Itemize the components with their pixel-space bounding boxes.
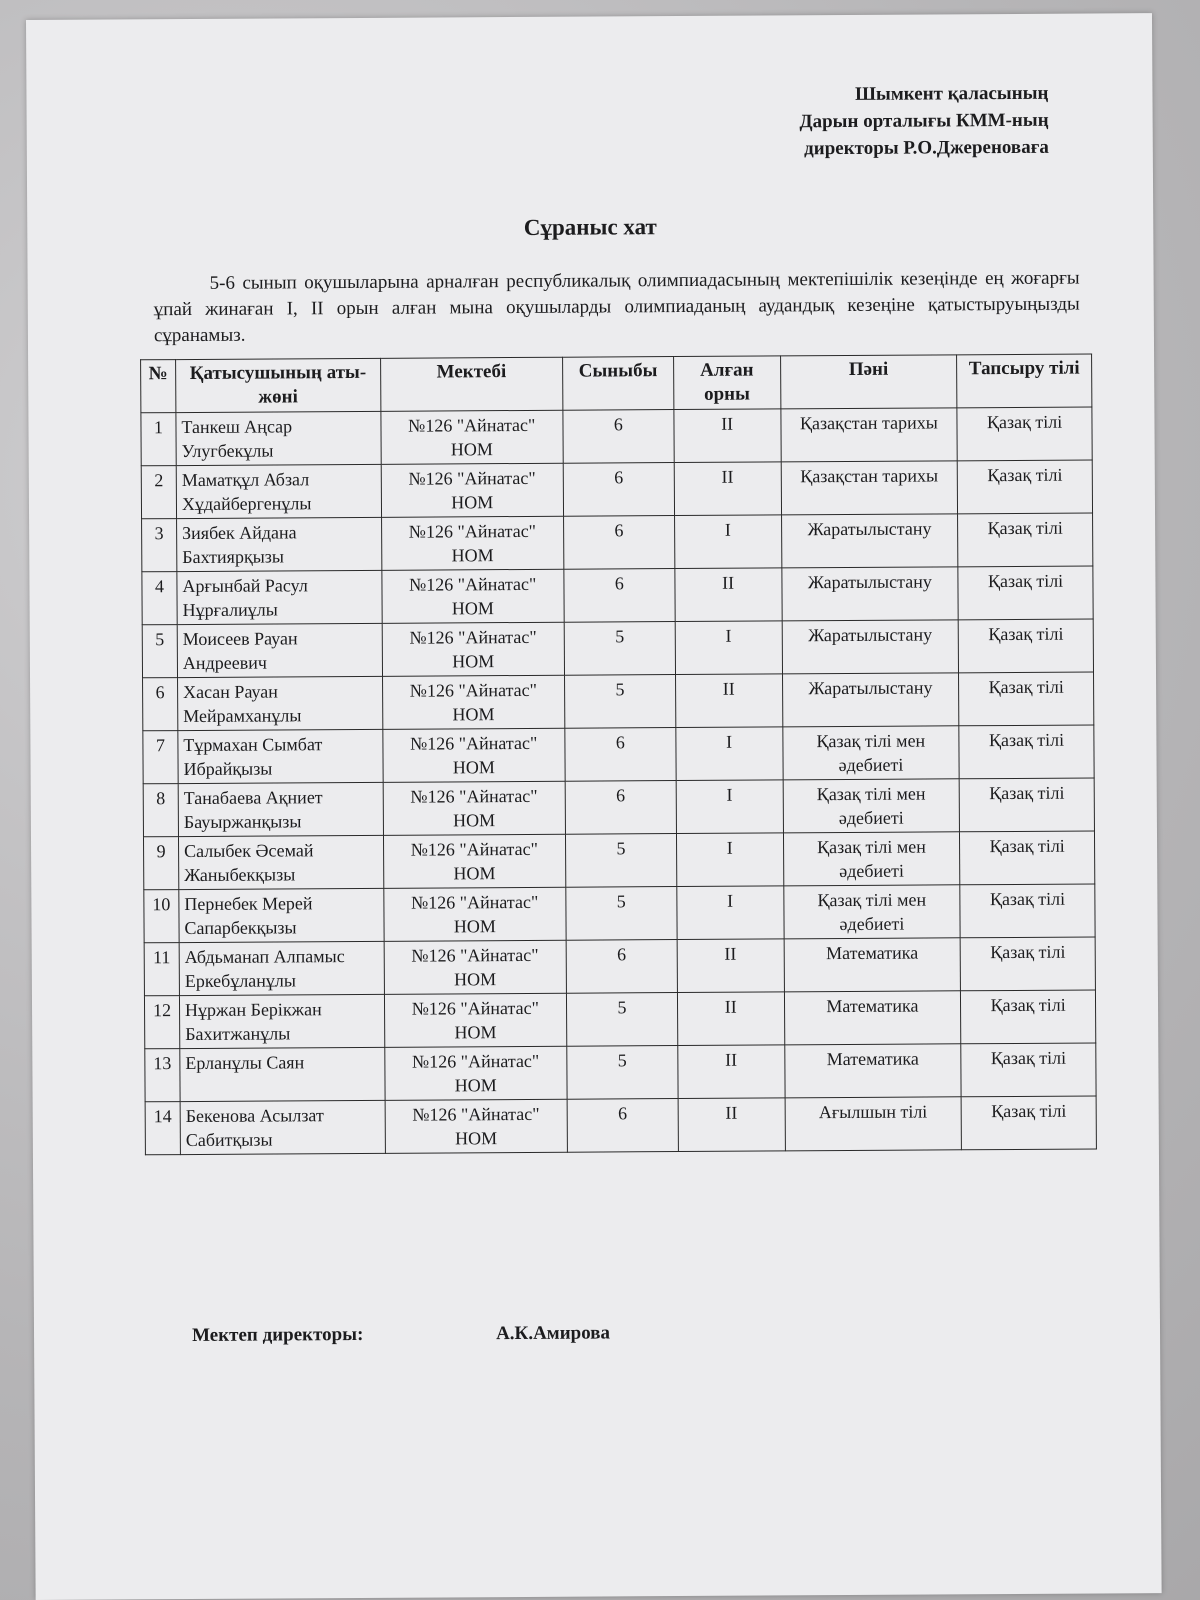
cell-language: Қазақ тілі bbox=[958, 513, 1093, 567]
cell-grade: 5 bbox=[565, 834, 676, 888]
cell-language: Қазақ тілі bbox=[960, 937, 1095, 991]
cell-grade: 6 bbox=[566, 940, 677, 994]
cell-language: Қазақ тілі bbox=[960, 831, 1095, 885]
table-row bbox=[142, 619, 1093, 678]
addressee-line: директоры Р.О.Джереноваға bbox=[804, 136, 1049, 160]
cell-name: Маматқұл Абзал Хұдайбергенұлы bbox=[176, 464, 381, 518]
cell-grade: 5 bbox=[566, 887, 677, 941]
cell-language: Қазақ тілі bbox=[958, 566, 1093, 620]
cell-school: №126 "Айнатас" НОМ bbox=[382, 728, 565, 782]
cell-school: №126 "Айнатас" НОМ bbox=[382, 622, 565, 676]
cell-num: 9 bbox=[143, 837, 178, 890]
addressee-line: Шымкент қаласының bbox=[855, 82, 1049, 105]
cell-name: Моисеев Рауан Андреевич bbox=[177, 623, 382, 677]
header-school: Мектебі bbox=[380, 357, 563, 411]
cell-language: Қазақ тілі bbox=[959, 725, 1094, 779]
cell-place: ІІ bbox=[678, 1045, 785, 1099]
cell-subject: Ағылшын тілі bbox=[785, 1097, 962, 1151]
table-row bbox=[143, 725, 1094, 784]
cell-place: ІІ bbox=[674, 462, 781, 516]
cell-language: Қазақ тілі bbox=[960, 884, 1095, 938]
addressee-line: Дарын орталығы КММ-ның bbox=[799, 109, 1049, 133]
cell-subject: Жаратылыстану bbox=[782, 673, 959, 727]
cell-language: Қазақ тілі bbox=[958, 619, 1093, 673]
cell-language: Қазақ тілі bbox=[959, 778, 1094, 832]
cell-name: Танкеш Аңсар Улугбекұлы bbox=[176, 411, 381, 465]
table-row bbox=[144, 937, 1095, 996]
cell-num: 6 bbox=[143, 678, 178, 731]
cell-place: ІІ bbox=[675, 568, 782, 622]
cell-place: І bbox=[677, 886, 784, 940]
cell-place: ІІ bbox=[674, 409, 781, 463]
cell-place: ІІ bbox=[678, 1098, 785, 1152]
table-row bbox=[145, 1043, 1096, 1102]
cell-language: Қазақ тілі bbox=[957, 407, 1092, 461]
cell-grade: 6 bbox=[565, 728, 676, 782]
cell-name: Абдьманап Алпамыс Еркебұланұлы bbox=[179, 941, 384, 995]
table-row bbox=[142, 566, 1093, 625]
document-title: Сұраныс хат bbox=[523, 214, 657, 240]
cell-num: 8 bbox=[143, 784, 178, 837]
table-row bbox=[141, 407, 1092, 466]
addressee-block bbox=[628, 80, 1048, 164]
cell-name: Нұржан Берікжан Бахитжанұлы bbox=[179, 994, 384, 1048]
cell-grade: 6 bbox=[567, 1099, 678, 1153]
cell-grade: 5 bbox=[566, 993, 677, 1047]
cell-language: Қазақ тілі bbox=[961, 1043, 1096, 1097]
cell-school: №126 "Айнатас" НОМ bbox=[383, 834, 566, 888]
signature-name: А.К.Амирова bbox=[495, 1322, 611, 1345]
cell-subject: Жаратылыстану bbox=[781, 514, 958, 568]
cell-school: №126 "Айнатас" НОМ bbox=[382, 675, 565, 729]
participants-table bbox=[140, 353, 1097, 1155]
cell-school: №126 "Айнатас" НОМ bbox=[383, 887, 566, 941]
cell-language: Қазақ тілі bbox=[961, 990, 1096, 1044]
cell-school: №126 "Айнатас" НОМ bbox=[383, 781, 566, 835]
cell-place: І bbox=[676, 780, 783, 834]
cell-grade: 6 bbox=[563, 516, 674, 570]
cell-grade: 6 bbox=[565, 781, 676, 835]
table-row bbox=[144, 990, 1095, 1049]
cell-place: ІІ bbox=[677, 939, 784, 993]
table-row bbox=[143, 672, 1094, 731]
cell-name: Арғынбай Расул Нұрғалиұлы bbox=[177, 570, 382, 624]
cell-num: 7 bbox=[143, 731, 178, 784]
cell-name: Зиябек Айдана Бахтиярқызы bbox=[177, 517, 382, 571]
cell-num: 4 bbox=[142, 572, 177, 625]
signature-block bbox=[192, 1321, 792, 1347]
cell-place: І bbox=[676, 727, 783, 781]
header-subject: Пәні bbox=[780, 355, 957, 409]
cell-place: І bbox=[675, 621, 782, 675]
cell-subject: Қазақ тілі мен әдебиеті bbox=[783, 779, 960, 833]
cell-name: Тұрмахан Сымбат Ибрайқызы bbox=[178, 729, 383, 783]
header-language: Тапсыру тілі bbox=[957, 354, 1092, 408]
cell-place: І bbox=[674, 515, 781, 569]
cell-school: №126 "Айнатас" НОМ bbox=[380, 410, 563, 464]
cell-language: Қазақ тілі bbox=[961, 1096, 1096, 1150]
table-row bbox=[141, 460, 1092, 519]
cell-subject: Қазақ тілі мен әдебиеті bbox=[783, 832, 960, 886]
intro-paragraph: 5-6 сынып оқушыларына арналған республикалық олимпиадасының мектепішілік кезеңінде ең жоғарғы ұпай жинаған І, ІІ орын алған мына оқушыларды олимпиаданың аудандық кезеңіне қатыстыруыңызды сұранамыз. bbox=[153, 267, 1080, 347]
table-header-row bbox=[141, 354, 1092, 413]
cell-num: 13 bbox=[145, 1049, 180, 1102]
cell-school: №126 "Айнатас" НОМ bbox=[384, 1046, 567, 1100]
cell-grade: 5 bbox=[567, 1046, 678, 1100]
cell-subject: Қазақ тілі мен әдебиеті bbox=[783, 885, 960, 939]
header-grade: Сыныбы bbox=[563, 357, 674, 411]
cell-school: №126 "Айнатас" НОМ bbox=[381, 569, 564, 623]
cell-num: 12 bbox=[144, 996, 179, 1049]
table-row bbox=[143, 778, 1094, 837]
header-num: № bbox=[141, 360, 176, 413]
cell-num: 3 bbox=[142, 519, 177, 572]
table-body bbox=[141, 407, 1097, 1155]
cell-school: №126 "Айнатас" НОМ bbox=[384, 993, 567, 1047]
cell-subject: Математика bbox=[784, 1044, 961, 1098]
cell-grade: 6 bbox=[563, 410, 674, 464]
header-place: Алған орны bbox=[673, 356, 780, 410]
header-name: Қатысушының аты-жөні bbox=[176, 358, 381, 412]
cell-subject: Жаратылыстану bbox=[781, 567, 958, 621]
cell-grade: 5 bbox=[564, 622, 675, 676]
cell-school: №126 "Айнатас" НОМ bbox=[381, 463, 564, 517]
cell-grade: 6 bbox=[564, 569, 675, 623]
cell-name: Танабаева Ақниет Бауыржанқызы bbox=[178, 782, 383, 836]
cell-school: №126 "Айнатас" НОМ bbox=[384, 940, 567, 994]
table-row bbox=[142, 513, 1093, 572]
cell-language: Қазақ тілі bbox=[957, 460, 1092, 514]
table-row bbox=[144, 884, 1095, 943]
signature-role: Мектеп директоры: bbox=[191, 1323, 364, 1347]
table-row bbox=[145, 1096, 1096, 1155]
cell-subject: Қазақстан тарихы bbox=[780, 408, 957, 462]
cell-place: І bbox=[676, 833, 783, 887]
cell-num: 2 bbox=[141, 466, 176, 519]
cell-name: Ерланұлы Саян bbox=[180, 1047, 385, 1101]
cell-subject: Математика bbox=[784, 938, 961, 992]
cell-place: ІІ bbox=[675, 674, 782, 728]
cell-num: 1 bbox=[141, 413, 176, 466]
cell-school: №126 "Айнатас" НОМ bbox=[381, 516, 564, 570]
cell-num: 5 bbox=[142, 625, 177, 678]
cell-school: №126 "Айнатас" НОМ bbox=[385, 1099, 568, 1153]
cell-num: 10 bbox=[144, 890, 179, 943]
cell-subject: Математика bbox=[784, 991, 961, 1045]
cell-grade: 5 bbox=[564, 675, 675, 729]
cell-name: Хасан Рауан Мейрамханұлы bbox=[177, 676, 382, 730]
document-page bbox=[26, 13, 1162, 1600]
cell-num: 11 bbox=[144, 943, 179, 996]
cell-name: Бекенова Асылзат Сабитқызы bbox=[180, 1100, 385, 1154]
cell-name: Пернебек Мерей Сапарбекқызы bbox=[179, 888, 384, 942]
cell-num: 14 bbox=[145, 1102, 180, 1155]
cell-name: Салыбек Әсемай Жаныбекқызы bbox=[178, 835, 383, 889]
table-row bbox=[143, 831, 1094, 890]
cell-subject: Жаратылыстану bbox=[782, 620, 959, 674]
cell-language: Қазақ тілі bbox=[959, 672, 1094, 726]
cell-grade: 6 bbox=[563, 463, 674, 517]
cell-place: ІІ bbox=[677, 992, 784, 1046]
cell-subject: Қазақстан тарихы bbox=[781, 461, 958, 515]
cell-subject: Қазақ тілі мен әдебиеті bbox=[782, 726, 959, 780]
